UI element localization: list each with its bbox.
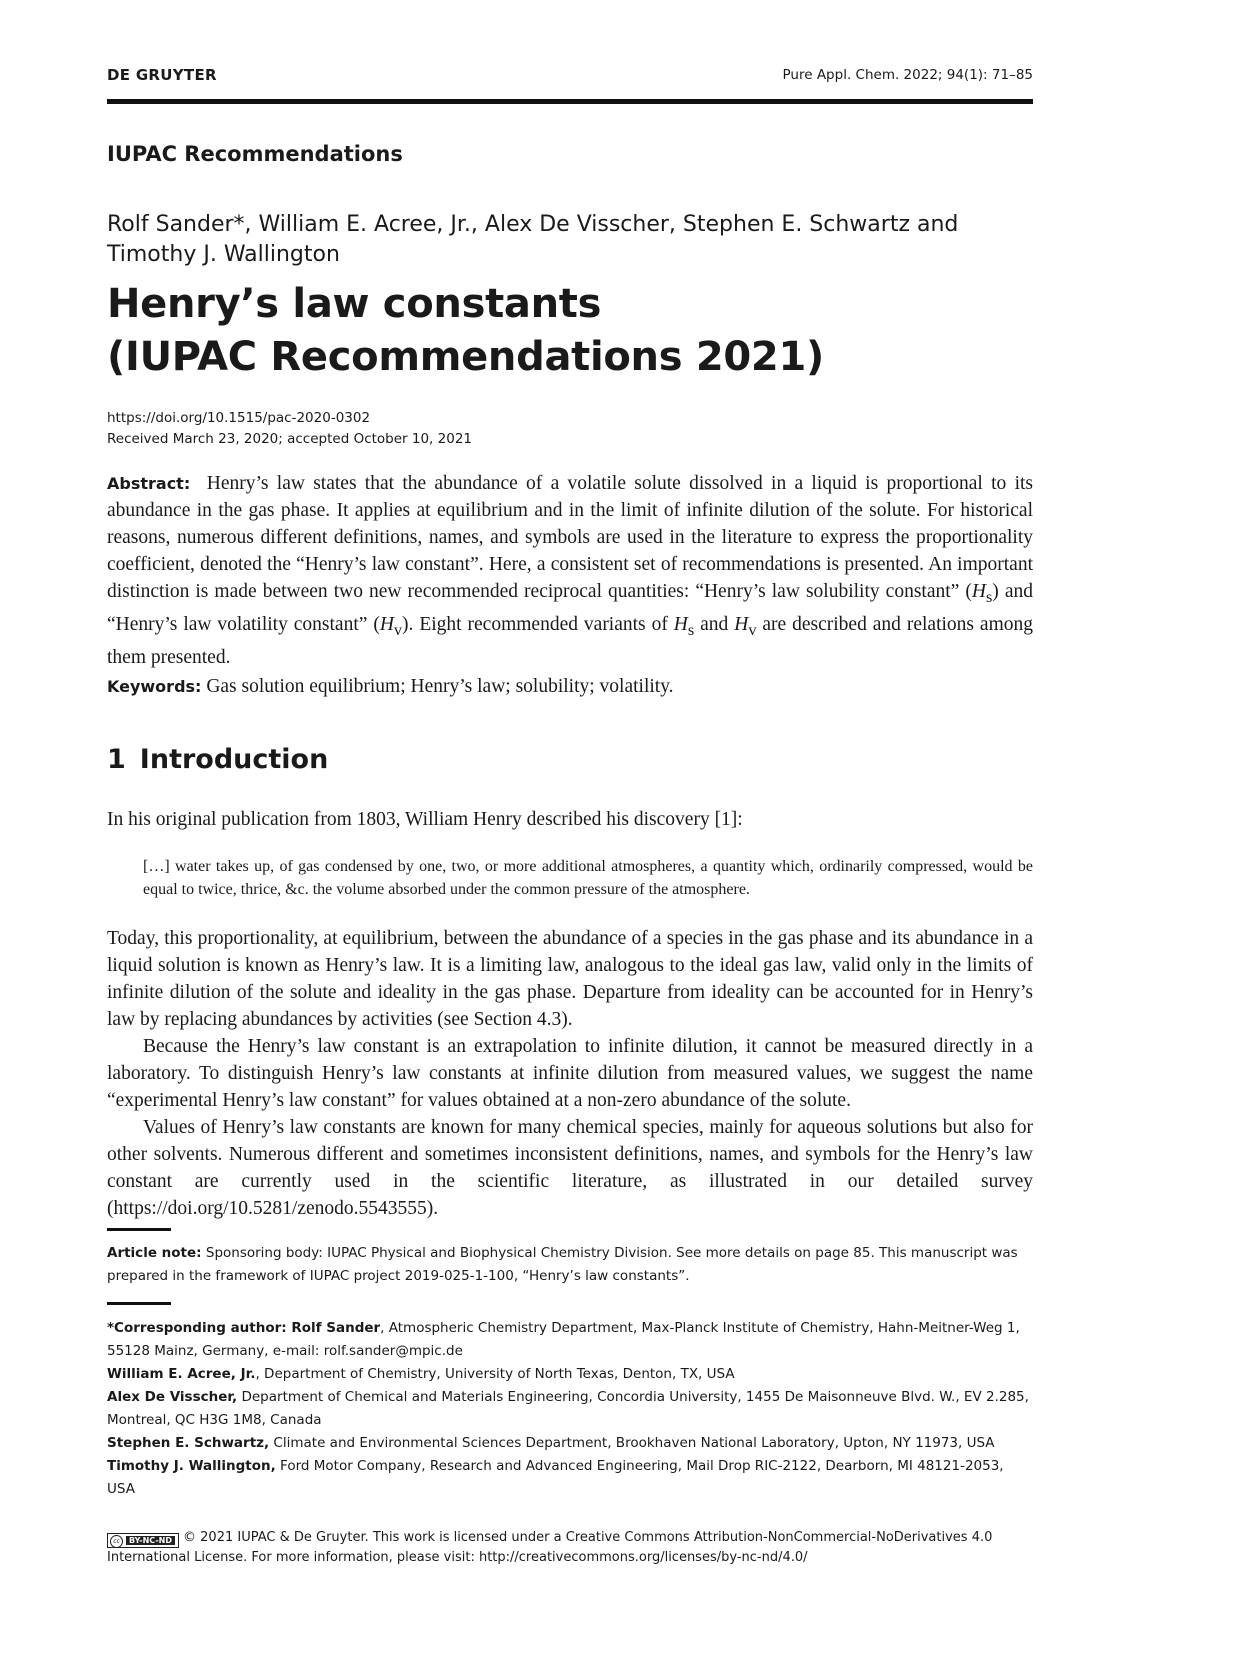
affiliation	[107, 1317, 1033, 1363]
section-title: Introduction	[139, 744, 329, 775]
abstract-text-b: ) and “Henry’s law volatility constant” (	[107, 581, 1033, 635]
affiliation	[107, 1386, 1033, 1432]
section-number: 1	[107, 744, 126, 775]
article-title	[107, 278, 1033, 384]
paragraph: Today, this proportionality, at equilibrium, between the abundance of a species in the gas phase and its abundance in a liquid solution is known as Henry’s law. It is a limiting law, analogous to the ideal gas law, valid only in the limits of infinite dilution of the solute and ideality in the gas phase. Departure from ideality can be accounted for in Henry’s law by replacing abundances by activities (see Section 4.3).	[107, 928, 1033, 1030]
author-line-1: Rolf Sander*, William E. Acree, Jr., Alex De Visscher, Stephen E. Schwartz and	[107, 212, 959, 237]
title-line-2: (IUPAC Recommendations 2021)	[107, 334, 824, 380]
affiliation-text: , Atmospheric Chemistry Department, Max-Planck Institute of Chemistry, Hahn-Meitner-Weg 1, 55128 Mainz, Germany, e-mail: rolf.sander@mpic.de	[107, 1320, 1020, 1359]
henry-quote: […] water takes up, of gas condensed by one, two, or more additional atmospheres, a quantity which, ordinarily compressed, would be equal to twice, thrice, &c. the volume absorbed under the common pressure of the atmosphere.	[143, 858, 1033, 898]
symbol-h: H	[379, 613, 394, 635]
cc-icon: cc	[110, 1535, 123, 1548]
intro-lead: In his original publication from 1803, William Henry described his discovery [1]:	[107, 809, 743, 830]
affiliation	[107, 1455, 1033, 1501]
cc-license-badge[interactable]	[107, 1533, 179, 1548]
author-line-2: Timothy J. Wallington	[107, 242, 340, 267]
license-text: © 2021 IUPAC & De Gruyter. This work is licensed under a Creative Commons Attribution-NonCommercial-NoDerivatives 4.0 International License. For more information, please visit: http://creativecommons.org/licenses/by-nc-nd/4.0/	[107, 1530, 993, 1565]
abstract-text-e: are described and relations among them presented.	[107, 613, 1033, 668]
subscript-v: v	[393, 620, 403, 639]
abstract-text-d: and	[694, 613, 735, 635]
article-category: IUPAC Recommendations	[107, 142, 403, 166]
affiliation-name: *Corresponding author: Rolf Sander	[107, 1320, 381, 1336]
symbol-h: H	[734, 613, 749, 635]
affiliation-name: William E. Acree, Jr.	[107, 1366, 256, 1382]
page-header	[107, 66, 1033, 90]
affiliation-name: Stephen E. Schwartz,	[107, 1435, 270, 1451]
subscript-s: s	[985, 587, 993, 606]
publisher-name: DE GRUYTER	[107, 66, 217, 84]
doi-link[interactable]: https://doi.org/10.1515/pac-2020-0302	[107, 410, 371, 426]
affiliation-name: Alex De Visscher,	[107, 1389, 238, 1405]
journal-citation: Pure Appl. Chem. 2022; 94(1): 71–85	[782, 67, 1033, 83]
subscript-s: s	[687, 620, 695, 639]
license-notice	[107, 1528, 1033, 1568]
section-heading	[107, 744, 328, 775]
author-list	[107, 210, 1033, 270]
abstract-text-a: Henry’s law states that the abundance of a volatile solute dissolved in a liquid is proportional to its abundance in the gas phase. It applies at equilibrium and in the limit of infinite dilution of the solute. For historical reasons, numerous different definitions, names, and symbols are used in the literature to express the proportionality coefficient, denoted the “Henry’s law constant”. Here, a consistent set of recommendations is presented. An important distinction is made between two new recommended reciprocal quantities: “Henry’s law solubility constant” (	[107, 473, 1033, 602]
received-dates: Received March 23, 2020; accepted October 10, 2021	[107, 431, 473, 447]
keywords	[107, 673, 1033, 700]
affiliations	[107, 1317, 1033, 1501]
affiliation	[107, 1432, 1033, 1455]
symbol-h: H	[673, 613, 688, 635]
title-line-1: Henry’s law constants	[107, 281, 602, 327]
abstract-label: Abstract:	[107, 474, 191, 493]
keywords-text: Gas solution equilibrium; Henry’s law; solubility; volatility.	[206, 676, 674, 697]
footnote-rule	[107, 1228, 171, 1231]
affiliation	[107, 1363, 1033, 1386]
affiliation-text: Climate and Environmental Sciences Department, Brookhaven National Laboratory, Upton, NY 11973, USA	[269, 1435, 995, 1451]
subscript-v: v	[748, 620, 757, 639]
article-note-label: Article note:	[107, 1245, 202, 1261]
affiliation-name: Timothy J. Wallington,	[107, 1458, 276, 1474]
article-note-text: Sponsoring body: IUPAC Physical and Biophysical Chemistry Division. See more details on page 85. This manuscript was prepared in the framework of IUPAC project 2019-025-1-100, “Henry’s law constants”.	[107, 1245, 1018, 1284]
symbol-h: H	[971, 581, 986, 602]
article-note	[107, 1242, 1033, 1288]
footnote-rule	[107, 1302, 171, 1305]
affiliation-text: Department of Chemical and Materials Engineering, Concordia University, 1455 De Maisonneuve Blvd. W., EV 2.285, Montreal, QC H3G 1M8, Canada	[107, 1389, 1029, 1428]
keywords-label: Keywords:	[107, 677, 202, 696]
header-rule	[107, 99, 1033, 104]
cc-badge-text: BY-NC-ND	[126, 1536, 175, 1545]
abstract	[107, 470, 1033, 671]
article-meta	[107, 408, 472, 450]
affiliation-text: , Department of Chemistry, University of North Texas, Denton, TX, USA	[255, 1366, 735, 1382]
paragraph: Because the Henry’s law constant is an extrapolation to infinite dilution, it cannot be measured directly in a laboratory. To distinguish Henry’s law constants at infinite dilution from measured values, we suggest the name “experimental Henry’s law constant” for values obtained at a non-zero abundance of the solute.	[107, 1036, 1033, 1111]
intro-body	[107, 925, 1033, 1222]
affiliation-text: Ford Motor Company, Research and Advanced Engineering, Mail Drop RIC-2122, Dearborn, MI 48121-2053, USA	[107, 1458, 1004, 1497]
paragraph: Values of Henry’s law constants are known for many chemical species, mainly for aqueous solutions but also for other solvents. Numerous different and sometimes inconsistent definitions, names, and symbols for the Henry’s law constant are currently used in the scientific literature, as illustrated in our detailed survey (https://doi.org/10.5281/zenodo.5543555).	[107, 1117, 1033, 1219]
abstract-text-c: ). Eight recommended variants of	[402, 613, 674, 635]
